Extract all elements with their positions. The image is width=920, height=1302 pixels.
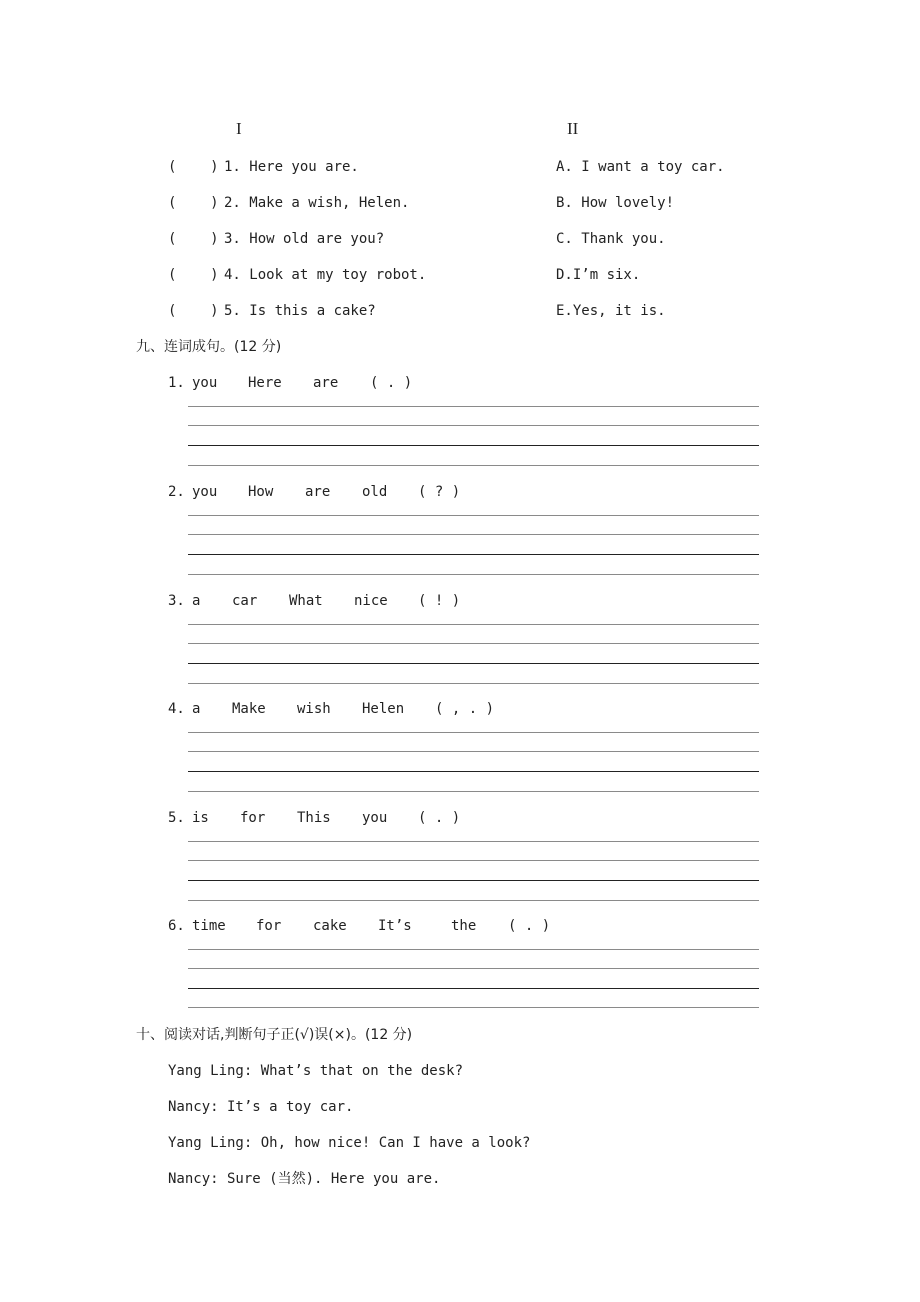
writing-baseline[interactable]: [188, 988, 759, 989]
word: This: [297, 810, 331, 826]
dialogue-line: Yang Ling: Oh, how nice! Can I have a look?: [168, 1135, 531, 1151]
word: old: [362, 484, 388, 500]
item-number: 1.: [168, 375, 185, 391]
word: It’s: [378, 918, 412, 934]
question-text: 5. Is this a cake?: [224, 303, 376, 319]
punctuation-hint: ( . ): [370, 375, 413, 391]
answer-option: D.I’m six.: [556, 267, 641, 283]
writing-baseline[interactable]: [188, 663, 759, 664]
answer-option: E.Yes, it is.: [556, 303, 666, 319]
writing-line[interactable]: [188, 751, 759, 752]
writing-line[interactable]: [188, 900, 759, 901]
punctuation-hint: ( . ): [418, 810, 461, 826]
item-number: 3.: [168, 593, 185, 609]
answer-paren[interactable]: ( ): [168, 159, 219, 175]
writing-line[interactable]: [188, 732, 759, 733]
writing-line[interactable]: [188, 683, 759, 684]
writing-line[interactable]: [188, 515, 759, 516]
item-number: 2.: [168, 484, 185, 500]
word: nice: [354, 593, 388, 609]
word: cake: [313, 918, 347, 934]
answer-paren[interactable]: ( ): [168, 231, 219, 247]
word: Make: [232, 701, 266, 717]
word: the: [451, 918, 477, 934]
column-header-ii: II: [567, 119, 579, 138]
writing-line[interactable]: [188, 949, 759, 950]
word: How: [248, 484, 274, 500]
answer-option: A. I want a toy car.: [556, 159, 725, 175]
question-text: 1. Here you are.: [224, 159, 359, 175]
writing-line[interactable]: [188, 860, 759, 861]
word: Here: [248, 375, 282, 391]
answer-option: B. How lovely!: [556, 195, 675, 211]
writing-baseline[interactable]: [188, 445, 759, 446]
punctuation-hint: ( , . ): [435, 701, 495, 717]
word: a: [192, 701, 201, 717]
item-number: 5.: [168, 810, 185, 826]
word: is: [192, 810, 209, 826]
dialogue-line: Nancy: It’s a toy car.: [168, 1099, 354, 1115]
word: are: [305, 484, 331, 500]
word: for: [256, 918, 282, 934]
dialogue-line: Nancy: Sure (当然). Here you are.: [168, 1171, 441, 1187]
word: wish: [297, 701, 331, 717]
column-header-i: I: [236, 119, 242, 138]
punctuation-hint: ( ? ): [418, 484, 461, 500]
word: you: [192, 375, 218, 391]
writing-line[interactable]: [188, 425, 759, 426]
writing-line[interactable]: [188, 406, 759, 407]
word: you: [192, 484, 218, 500]
word: Helen: [362, 701, 405, 717]
word: for: [240, 810, 266, 826]
answer-paren[interactable]: ( ): [168, 303, 219, 319]
word: time: [192, 918, 226, 934]
writing-line[interactable]: [188, 534, 759, 535]
dialogue-line: Yang Ling: What’s that on the desk?: [168, 1063, 464, 1079]
item-number: 6.: [168, 918, 185, 934]
word: you: [362, 810, 388, 826]
answer-paren[interactable]: ( ): [168, 195, 219, 211]
writing-line[interactable]: [188, 968, 759, 969]
writing-baseline[interactable]: [188, 880, 759, 881]
answer-option: C. Thank you.: [556, 231, 666, 247]
word: a: [192, 593, 201, 609]
question-text: 3. How old are you?: [224, 231, 385, 247]
section-9-title: 九、连词成句。(12 分): [136, 339, 282, 355]
writing-line[interactable]: [188, 624, 759, 625]
punctuation-hint: ( . ): [508, 918, 551, 934]
writing-line[interactable]: [188, 791, 759, 792]
writing-line[interactable]: [188, 465, 759, 466]
section-10-title: 十、阅读对话,判断句子正(√)误(×)。(12 分): [136, 1027, 413, 1043]
writing-line[interactable]: [188, 643, 759, 644]
question-text: 4. Look at my toy robot.: [224, 267, 427, 283]
item-number: 4.: [168, 701, 185, 717]
answer-paren[interactable]: ( ): [168, 267, 219, 283]
writing-baseline[interactable]: [188, 554, 759, 555]
punctuation-hint: ( ! ): [418, 593, 461, 609]
word: What: [289, 593, 323, 609]
word: are: [313, 375, 339, 391]
writing-baseline[interactable]: [188, 771, 759, 772]
word: car: [232, 593, 258, 609]
writing-line[interactable]: [188, 574, 759, 575]
writing-line[interactable]: [188, 1007, 759, 1008]
writing-line[interactable]: [188, 841, 759, 842]
question-text: 2. Make a wish, Helen.: [224, 195, 410, 211]
